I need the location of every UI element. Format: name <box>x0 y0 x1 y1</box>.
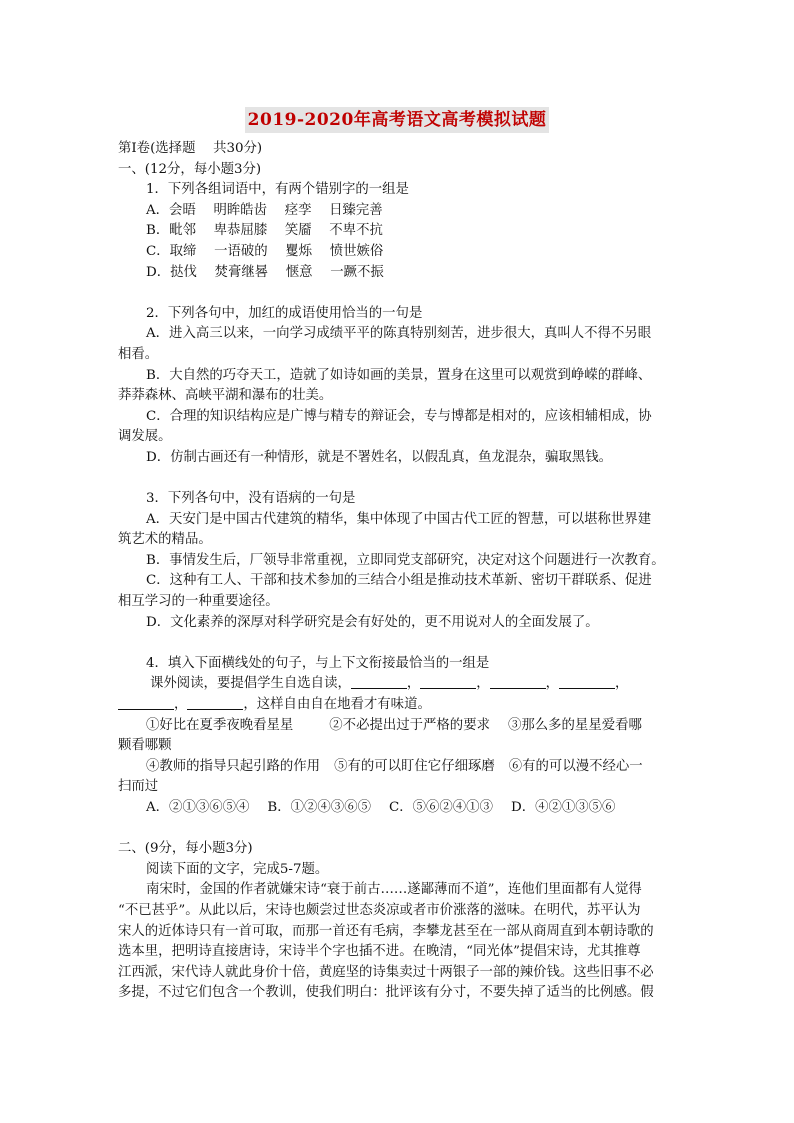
comma: ， <box>615 676 629 692</box>
blank-5 <box>118 695 174 710</box>
q2-option-a: A．进入高三以来，一向学习成绩平平的陈真特别刻苦，进步很大，真叫人不得不另眼 <box>146 326 652 342</box>
q3-stem: 3．下列各句中，没有语病的一句是 <box>146 491 356 507</box>
item-5: ⑤有的可以盯住它仔细琢磨 <box>334 758 495 774</box>
q4-choice-a: A．②①③⑥⑤④ <box>146 800 250 815</box>
q2-option-b: B．大自然的巧夺天工，造就了如诗如画的美景，置身在这里可以观赏到峥嵘的群峰、 <box>146 367 652 383</box>
section2-header: 二、(9分，每小题3分) <box>118 841 253 857</box>
q4-stem: 4．填入下面横线处的句子，与上下文衔接最恰当的一组是 <box>146 655 490 671</box>
passage-line: 江西派，宋代诗人就此身价十倍，黄庭坚的诗集卖过十两银子一部的辣价钱。这些旧事不必 <box>118 964 654 980</box>
q2-stem: 2．下列各句中，加红的成语使用恰当的一句是 <box>146 305 423 321</box>
document-body <box>118 139 680 1004</box>
section1-header: 一、(12分，每小题3分) <box>118 161 262 177</box>
q4-choice-b: B．①②④③⑥⑤ <box>267 800 371 815</box>
spacer <box>118 819 680 840</box>
item-2: ②不必提出过于严格的要求 <box>329 717 490 733</box>
passage-intro: 阅读下面的文字，完成5-7题。 <box>146 861 329 877</box>
item-1: ①好比在夏季夜晚看星星 <box>146 717 294 733</box>
passage-line: 多提，不过它们包含一个教训，使我们明白：批评该有分寸，不要失掉了适当的比例感。假 <box>118 985 654 1001</box>
passage-line: 选本里，把明诗直接唐诗，宋诗半个字也插不进。在晚清，“同光体”提倡宋诗，尤其推尊 <box>118 944 641 960</box>
q4-passage-start: 课外阅读，要提倡学生自选自读， <box>150 676 351 692</box>
document-title: 2019-2020年高考语文高考模拟试题 <box>245 107 550 133</box>
q3-option-b: B．事情发生后，厂领导非常重视，立即同党支部研究，决定对这个问题进行一次教育。 <box>146 552 665 568</box>
q1-option-c: C．取缔 一语破的 矍烁 愤世嫉俗 <box>146 243 384 259</box>
spacer <box>118 633 680 654</box>
q3-option-c: C．这种有工人、干部和技术参加的三结合小组是推动技术革新、密切干群联系、促进 <box>146 573 652 589</box>
q4-choice-d: D．④②①③⑤⑥ <box>510 800 616 815</box>
q2-option-a-cont: 相看。 <box>118 346 159 362</box>
q4-passage-line1 <box>118 674 680 695</box>
q3-option-c-cont: 相互学习的一种重要途径。 <box>118 594 279 610</box>
comma: ， <box>476 676 490 692</box>
passage-line: 宋人的近体诗只有一首可取，而那一首还有毛病，李攀龙甚至在一部从商周直到本朝诗歌的 <box>118 923 654 939</box>
q2-option-b-cont: 莽莽森林、高峡平湖和瀑布的壮美。 <box>118 388 333 404</box>
q3-option-a: A．天安门是中国古代建筑的精华，集中体现了中国古代工匠的智慧，可以堪称世界建 <box>146 511 652 527</box>
spacer <box>118 469 680 490</box>
item-3: ③那么多的星星爱看哪 <box>507 717 642 733</box>
item-4: ④教师的指导只起引路的作用 <box>146 758 321 774</box>
q4-passage-line2 <box>118 695 680 716</box>
document-title-block <box>0 107 794 133</box>
q2-option-d: D．仿制古画还有一种情形，就是不署姓名，以假乱真，鱼龙混杂，骗取黑钱。 <box>146 449 613 465</box>
blank-2 <box>420 674 476 689</box>
q4-choice-c: C．⑤⑥②④①③ <box>388 800 493 815</box>
q4-choices <box>118 798 680 819</box>
q4-passage-end: ，这样自由自在地看才有味道。 <box>243 697 431 713</box>
comma: ， <box>174 697 188 713</box>
item-6: ⑥有的可以漫不经心一 <box>508 758 643 774</box>
q4-items-line1-cont: 颗看哪颗 <box>118 738 172 754</box>
passage-line: 南宋时，金国的作者就嫌宋诗“衰于前古……遂鄙薄而不道”，连他们里面都有人觉得 <box>146 882 642 898</box>
q4-items-line1 <box>118 716 680 737</box>
part1-header: 第Ⅰ卷(选择题 共30分) <box>118 141 263 156</box>
q3-option-d: D．文化素养的深厚对科学研究是会有好处的，更不用说对人的全面发展了。 <box>146 614 599 630</box>
blank-6 <box>187 695 243 710</box>
passage-line: “不已甚乎”。从此以后，宋诗也颇尝过世态炎凉或者市价涨落的滋味。在明代，苏平认为 <box>118 902 641 918</box>
blank-3 <box>490 674 546 689</box>
q1-option-a: A．会晤 明眸皓齿 痉孪 日臻完善 <box>146 202 383 218</box>
q2-option-c: C．合理的知识结构应是广博与精专的辩证会，专与博都是相对的，应该相辅相成，协 <box>146 408 652 424</box>
q3-option-a-cont: 筑艺术的精品。 <box>118 532 212 548</box>
q2-option-c-cont: 调发展。 <box>118 429 172 445</box>
q4-items-line2-cont: 扫而过 <box>118 779 159 795</box>
blank-4 <box>559 674 615 689</box>
comma: ， <box>406 676 421 692</box>
q1-option-b: B．毗邻 卑恭屈膝 笑靥 不卑不抗 <box>146 223 383 239</box>
blank-1 <box>351 674 407 689</box>
q4-items-line2 <box>118 757 680 778</box>
spacer <box>118 283 680 304</box>
q1-option-d: D．挞伐 焚膏继晷 惬意 一蹶不振 <box>146 264 384 280</box>
comma: ， <box>545 676 560 692</box>
q1-stem: 1．下列各组词语中，有两个错别字的一组是 <box>146 182 409 198</box>
